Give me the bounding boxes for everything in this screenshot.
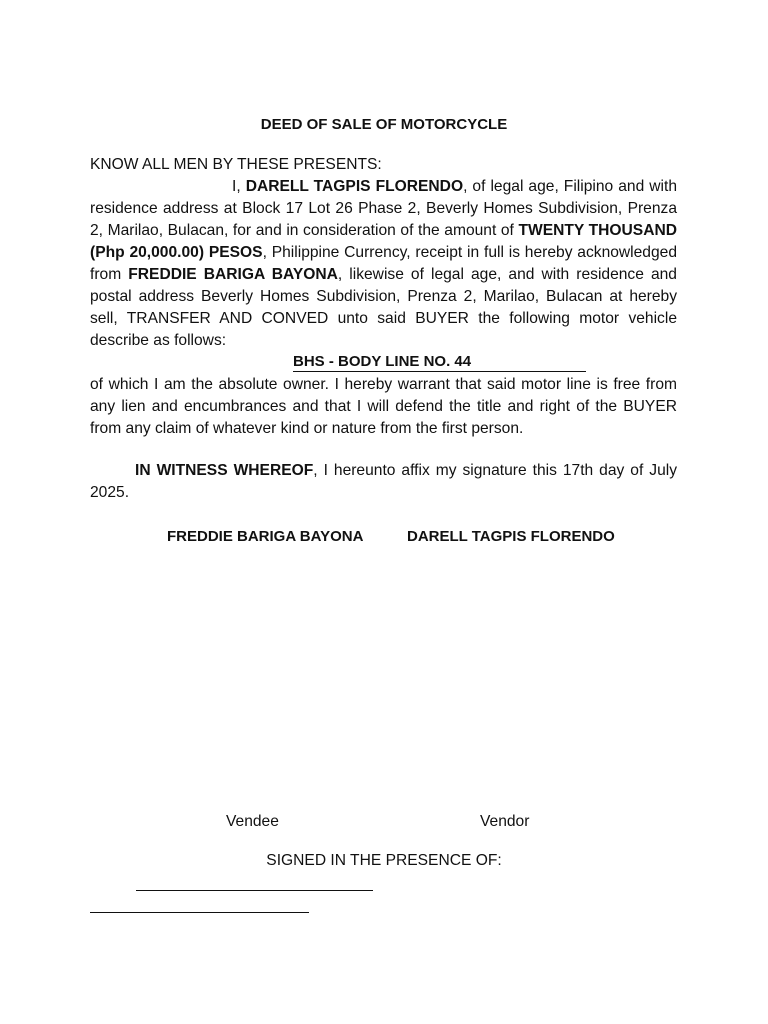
- ownership-paragraph: of which I am the absolute owner. I hereby warrant that said motor line is free from any lien and encumbrances and that I will defend the title and right of the BUYER from any claim of whatever kind or nature from the first person.: [90, 376, 677, 437]
- witness-rest: , I hereunto affix my signature this 17th day of July 2025.: [90, 462, 677, 501]
- witness-paragraph: [90, 460, 677, 504]
- witness-signature-line-1: [136, 890, 373, 891]
- para1-text-2: , of legal age, Filipino and with residence address at Block 17 Lot 26 Phase 2, Beverly Homes Subdivision, Prenza 2, Marilao, Bulacan, for and in consideration of the amount of: [90, 178, 677, 239]
- para1-text-3: , Philippine Currency, receipt in full is hereby acknowledged from: [90, 244, 678, 283]
- para1-text-1: I,: [232, 178, 246, 195]
- vendor-name: DARELL TAGPIS FLORENDO: [407, 528, 615, 545]
- vendee-name: FREDDIE BARIGA BAYONA: [167, 528, 364, 545]
- opening-line: KNOW ALL MEN BY THESE PRESENTS:: [90, 156, 382, 173]
- witness-lead: IN WITNESS WHEREOF: [135, 462, 314, 479]
- para1-text-4: , likewise of legal age, and with residence and postal address Beverly Homes Subdivision, Prenza 2, Marilao, Bulacan at hereby sell, TRANSFER AND CONVED unto said BUYER the following motor vehicle describe as follows:: [90, 266, 677, 349]
- sale-amount: TWENTY THOUSAND (Php 20,000.00) PESOS: [90, 222, 677, 261]
- document-title: DEED OF SALE OF MOTORCYCLE: [260, 116, 508, 133]
- sale-paragraph: [90, 176, 677, 352]
- witness-signature-line-2: [90, 912, 309, 913]
- vehicle-description: BHS - BODY LINE NO. 44: [293, 352, 586, 372]
- seller-name: DARELL TAGPIS FLORENDO: [245, 178, 464, 195]
- presence-heading: SIGNED IN THE PRESENCE OF:: [266, 852, 502, 869]
- vendor-label: Vendor: [480, 813, 530, 830]
- vendee-label: Vendee: [226, 813, 279, 830]
- buyer-name: FREDDIE BARIGA BAYONA: [128, 266, 338, 283]
